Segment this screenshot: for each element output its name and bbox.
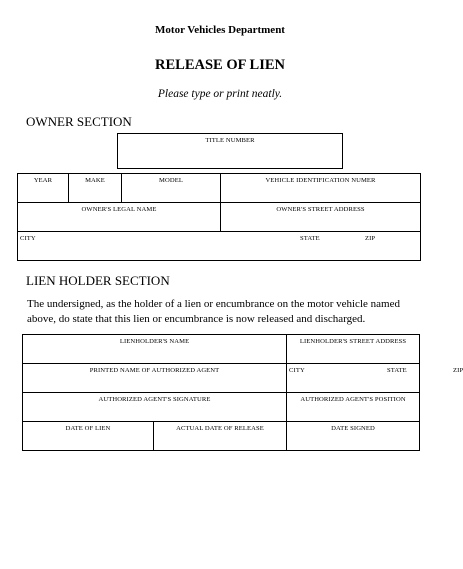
owner-address-field[interactable]	[221, 203, 421, 232]
title-number-box	[117, 133, 343, 169]
title-number-field[interactable]	[118, 134, 343, 169]
agent-signature-field[interactable]	[23, 393, 287, 422]
owner-name-label: OWNER'S LEGAL NAME	[81, 206, 157, 213]
owner-city-label: CITY	[20, 235, 36, 242]
year-label: YEAR	[33, 177, 53, 184]
date-of-lien-field[interactable]	[23, 422, 154, 451]
form-instructions: Please type or print neatly.	[157, 88, 283, 100]
owner-zip-label: ZIP	[365, 235, 376, 242]
model-field[interactable]	[122, 174, 221, 203]
lienholder-name-field[interactable]	[23, 335, 287, 364]
date-of-lien-label: DATE OF LIEN	[65, 425, 111, 432]
vin-label: VEHICLE IDENTIFICATION NUMER	[265, 177, 376, 184]
release-date-field[interactable]	[154, 422, 287, 451]
lienholder-state-label: STATE	[387, 367, 407, 374]
title-number-label: TITLE NUMBER	[205, 137, 255, 144]
make-label: MAKE	[85, 177, 105, 184]
lienholder-zip-label: ZIP	[453, 367, 463, 374]
release-statement: The undersigned, as the holder of a lien or encumbrance on the motor vehicle named above, do state that this lien or encumbrance is now released and discharged.	[27, 298, 400, 325]
agent-position-field[interactable]	[287, 393, 420, 422]
agent-signature-label: AUTHORIZED AGENT'S SIGNATURE	[98, 396, 211, 403]
lienholder-city-state-zip-field[interactable]	[287, 364, 463, 393]
lienholder-address-field[interactable]	[287, 335, 420, 364]
owner-vehicle-table	[17, 173, 421, 261]
release-date-label: ACTUAL DATE OF RELEASE	[176, 425, 264, 432]
agent-name-field[interactable]	[23, 364, 287, 393]
model-label: MODEL	[159, 177, 183, 184]
vin-field[interactable]	[221, 174, 421, 203]
form-title: RELEASE OF LIEN	[155, 57, 285, 73]
date-signed-field[interactable]	[287, 422, 420, 451]
lienholder-address-label: LIENHOLDER'S STREET ADDRESS	[299, 338, 407, 345]
owner-address-label: OWNER'S STREET ADDRESS	[276, 206, 365, 213]
year-field[interactable]	[18, 174, 69, 203]
agent-name-label: PRINTED NAME OF AUTHORIZED AGENT	[89, 367, 220, 374]
lienholder-table	[22, 334, 463, 451]
owner-name-field[interactable]	[18, 203, 221, 232]
department-name: Motor Vehicles Department	[155, 24, 285, 36]
owner-state-label: STATE	[300, 235, 320, 242]
lienholder-name-label: LIENHOLDER'S NAME	[119, 338, 190, 345]
date-signed-label: DATE SIGNED	[331, 425, 375, 432]
make-field[interactable]	[69, 174, 122, 203]
owner-city-state-zip-field[interactable]	[18, 232, 421, 261]
lien-holder-section-heading: LIEN HOLDER SECTION	[26, 273, 170, 288]
agent-position-label: AUTHORIZED AGENT'S POSITION	[300, 396, 406, 403]
lienholder-city-label: CITY	[289, 367, 305, 374]
owner-section-heading: OWNER SECTION	[26, 114, 132, 129]
